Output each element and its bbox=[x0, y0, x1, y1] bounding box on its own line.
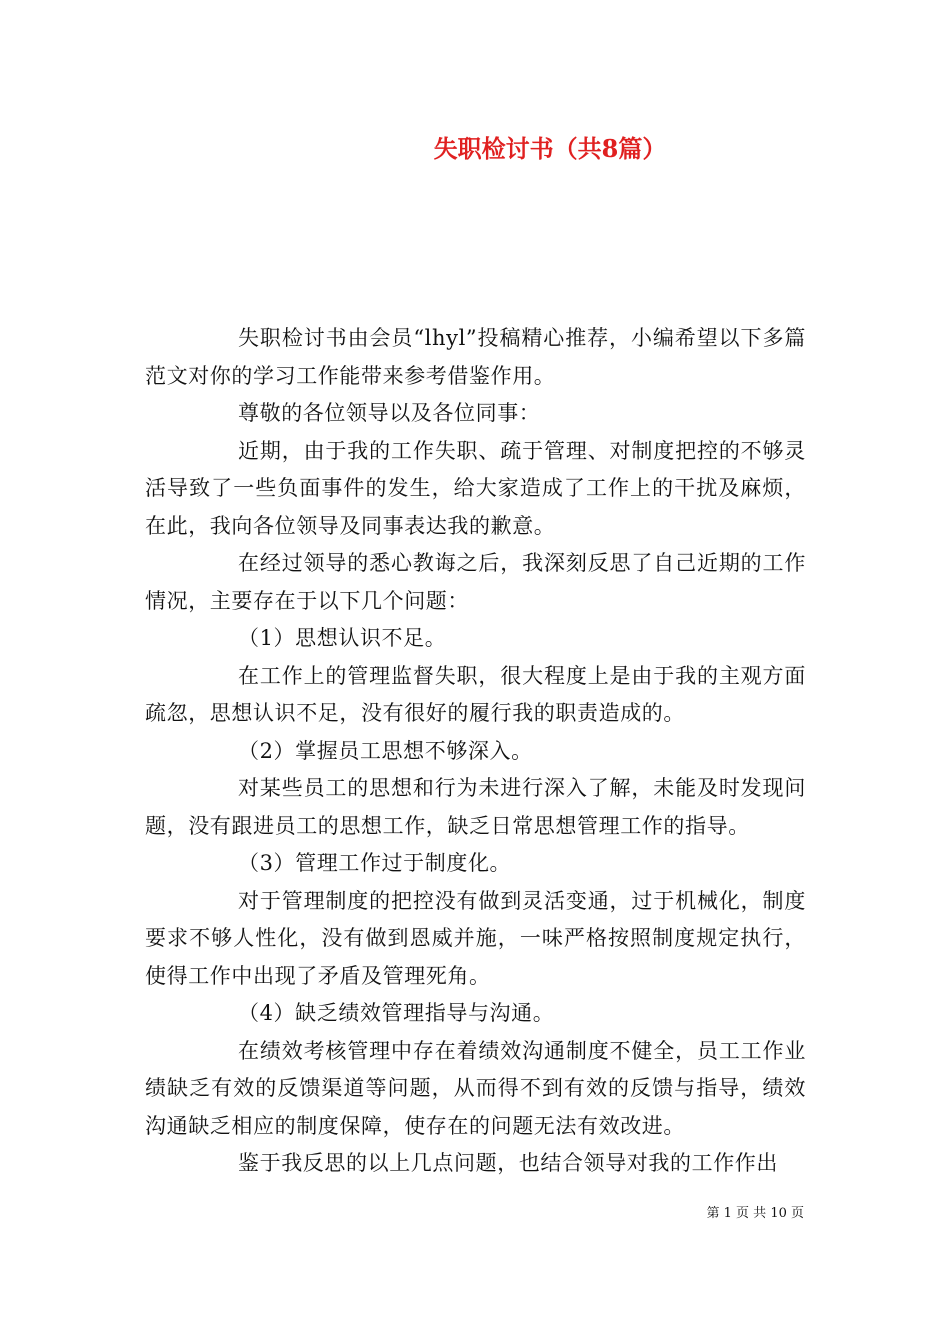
document-title bbox=[0, 132, 950, 166]
paragraph: 在绩效考核管理中存在着绩效沟通制度不健全，员工工作业绩缺乏有效的反馈渠道等问题，从而得不到有效的反馈与指导，绩效沟通缺乏相应的制度保障，使存在的问题无法有效改进。 bbox=[145, 1038, 806, 1138]
list-item-heading: （2）掌握员工思想不够深入。 bbox=[238, 738, 533, 763]
paragraph: 在经过领导的悉心教诲之后，我深刻反思了自己近期的工作情况，主要存在于以下几个问题： bbox=[145, 551, 806, 613]
list-item-heading: （4）缺乏绩效管理指导与沟通。 bbox=[238, 1001, 555, 1025]
document-body bbox=[145, 320, 806, 1183]
paragraph: 对某些员工的思想和行为未进行深入了解，未能及时发现问题，没有跟进员工的思想工作，缺乏日常思想管理工作的指导。 bbox=[145, 776, 806, 838]
paragraph: 在工作上的管理监督失职，很大程度上是由于我的主观方面疏忽，思想认识不足，没有很好的履行我的职责造成的。 bbox=[145, 663, 806, 725]
title-text: 失职检讨书（共8篇） bbox=[433, 134, 667, 163]
paragraph-salutation: 尊敬的各位领导以及各位同事： bbox=[238, 401, 541, 425]
paragraph: 对于管理制度的把控没有做到灵活变通，过于机械化，制度要求不够人性化，没有做到恩威并施，一味严格按照制度规定执行，使得工作中出现了矛盾及管理死角。 bbox=[145, 888, 806, 988]
list-item-heading: （3）管理工作过于制度化。 bbox=[238, 851, 512, 875]
paragraph: 鉴于我反思的以上几点问题，也结合领导对我的工作作出 bbox=[238, 1151, 778, 1175]
list-item-heading: （1）思想认识不足。 bbox=[238, 626, 447, 650]
paragraph-intro: 失职检讨书由会员“lhyl”投稿精心推荐，小编希望以下多篇范文对你的学习工作能带来参考借鉴作用。 bbox=[145, 326, 806, 388]
paragraph: 近期，由于我的工作失职、疏于管理、对制度把控的不够灵活导致了一些负面事件的发生，给大家造成了工作上的干扰及麻烦，在此，我向各位领导及同事表达我的歉意。 bbox=[145, 438, 806, 538]
page-number-footer: 第 1 页 共 10 页 bbox=[706, 1206, 804, 1221]
